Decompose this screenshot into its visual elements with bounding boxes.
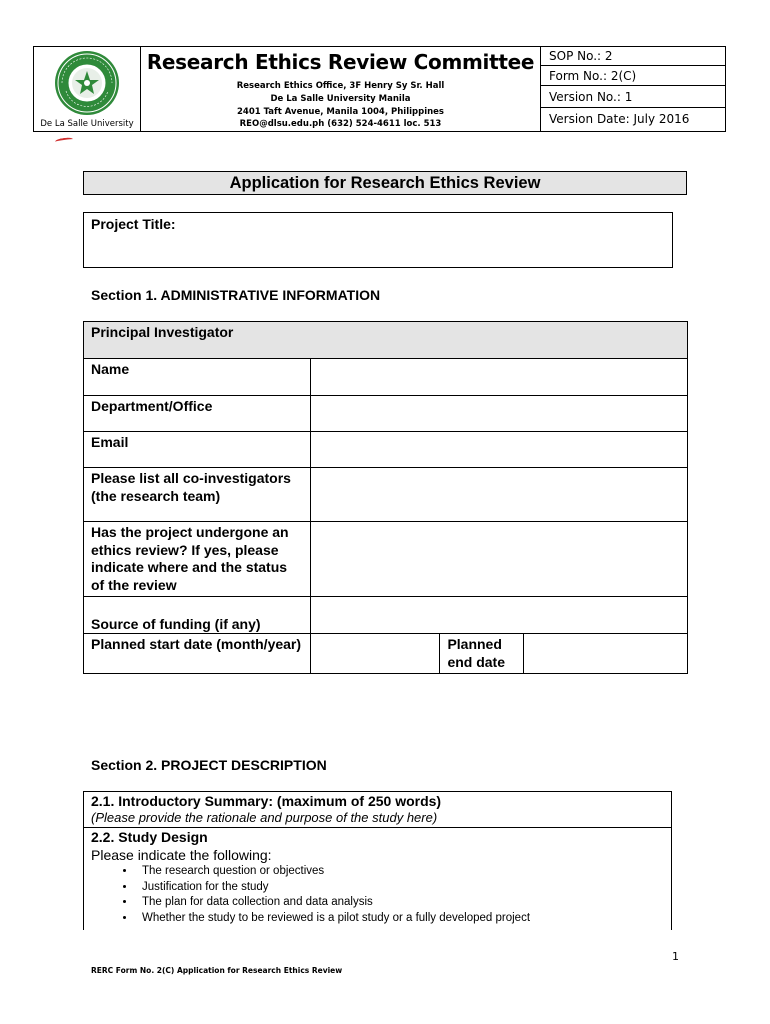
principal-investigator-heading: Principal Investigator <box>84 322 688 359</box>
introductory-summary-field[interactable] <box>84 792 672 828</box>
start-date-field[interactable] <box>310 634 440 674</box>
study-design-field[interactable] <box>84 828 672 931</box>
address-line-3: 2401 Taft Avenue, Manila 1004, Philippines <box>236 107 444 117</box>
page-number: 1 <box>672 950 679 963</box>
section-1-heading: Section 1. ADMINISTRATIVE INFORMATION <box>91 287 381 303</box>
project-title-label: Project Title: <box>91 216 176 232</box>
funding-field[interactable] <box>310 597 687 634</box>
end-date-label: Planned end date <box>440 634 524 674</box>
start-date-label: Planned start date (month/year) <box>84 634 311 674</box>
introductory-summary-note: (Please provide the rationale and purpose of the study here) <box>91 810 438 825</box>
study-design-prompt: Please indicate the following: <box>91 847 272 863</box>
name-field[interactable] <box>310 359 687 396</box>
footer-form-reference: RERC Form No. 2(C) Application for Research Ethics Review <box>91 966 343 975</box>
department-field[interactable] <box>310 396 687 432</box>
administrative-info-table <box>83 321 688 674</box>
end-date-field[interactable] <box>524 634 688 674</box>
logo-caption: De La Salle University <box>40 119 134 129</box>
list-item: • Justification for the study <box>136 880 664 896</box>
email-field[interactable] <box>310 432 687 468</box>
university-seal-logo <box>53 49 121 117</box>
contact-line: REO@dlsu.edu.ph (632) 524-4611 loc. 513 <box>239 119 442 129</box>
version-date: Version Date: July 2016 <box>549 112 690 126</box>
ethics-review-field[interactable] <box>310 522 687 597</box>
ethics-review-label: Has the project undergone an ethics review? If yes, please indicate where and the status of the review <box>84 522 311 597</box>
department-label: Department/Office <box>84 396 311 432</box>
red-pen-mark <box>55 137 74 144</box>
address-line-1: Research Ethics Office, 3F Henry Sy Sr. Hall <box>236 81 445 91</box>
list-item: • The research question or objectives <box>136 864 664 880</box>
list-item: • The plan for data collection and data analysis <box>136 895 664 911</box>
document-info-cell <box>540 46 726 132</box>
list-item: • Whether the study to be reviewed is a pilot study or a fully developed project <box>136 911 664 927</box>
email-label: Email <box>84 432 311 468</box>
project-description-table <box>83 791 672 930</box>
address-line-2: De La Salle University Manila <box>270 94 411 104</box>
name-label: Name <box>84 359 311 396</box>
co-investigators-label: Please list all co-investigators (the research team) <box>84 468 311 522</box>
version-number: Version No.: 1 <box>541 86 725 108</box>
sop-number: SOP No.: 2 <box>541 47 725 66</box>
co-investigators-field[interactable] <box>310 468 687 522</box>
committee-title: Research Ethics Review Committee <box>146 50 535 74</box>
funding-label: Source of funding (if any) <box>84 597 311 634</box>
section-2-heading: Section 2. PROJECT DESCRIPTION <box>91 757 327 773</box>
introductory-summary-heading: 2.1. Introductory Summary: (maximum of 250 words) <box>91 793 442 809</box>
study-design-heading: 2.2. Study Design <box>91 829 208 845</box>
study-design-list <box>91 864 664 926</box>
project-title-field[interactable] <box>83 212 673 268</box>
form-title: Application for Research Ethics Review <box>83 171 687 195</box>
form-number: Form No.: 2(C) <box>541 66 725 86</box>
